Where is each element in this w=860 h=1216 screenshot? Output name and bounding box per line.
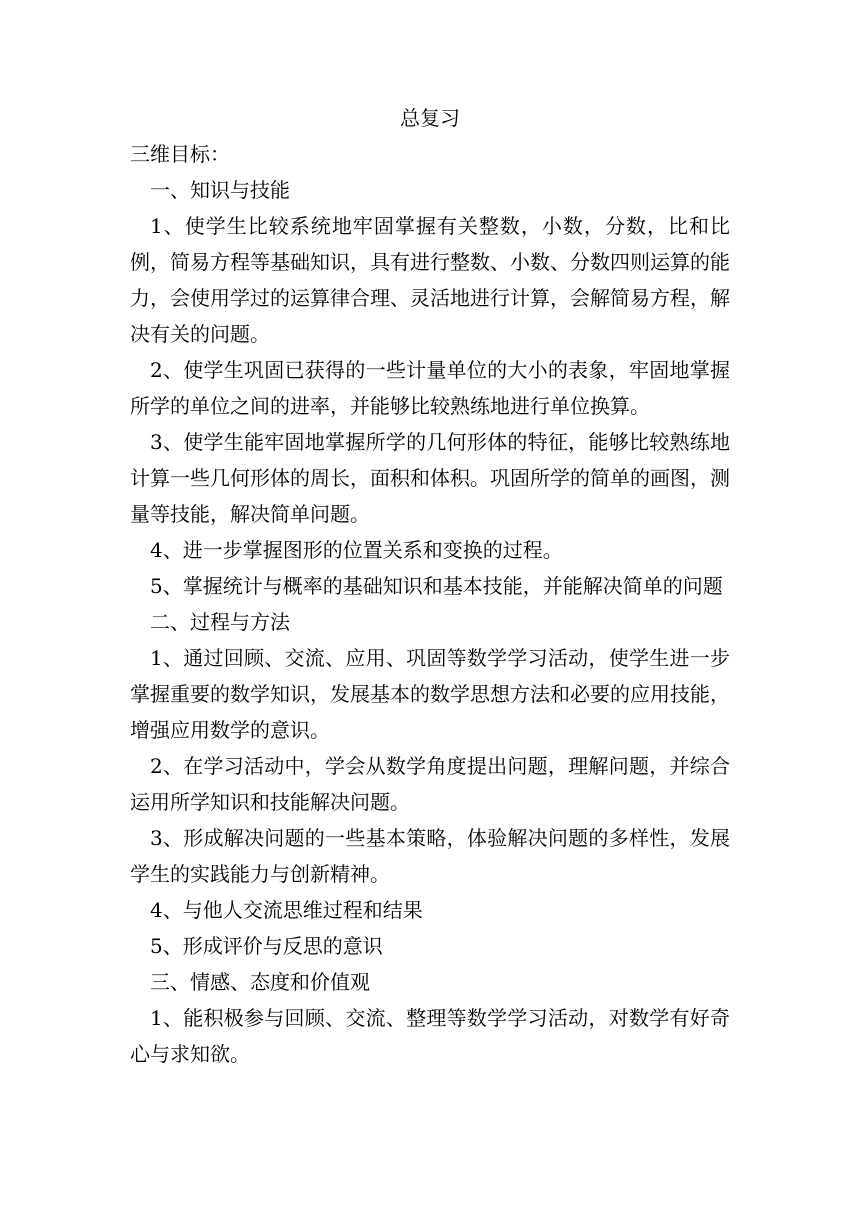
paragraph: 4、进一步掌握图形的位置关系和变换的过程。 xyxy=(150,538,563,562)
paragraph: 3、使学生能牢固地掌握所学的几何形体的特征，能够比较熟练地计算一些几何形体的周长，面积和体积。巩固所学的简单的画图，测量等技能，解决简单问题。 xyxy=(130,430,730,526)
section-emotion-attitude-values xyxy=(130,964,730,1072)
paragraph: 2、使学生巩固已获得的一些计量单位的大小的表象，牢固地掌握所学的单位之间的进率，并能够比较熟练地进行单位换算。 xyxy=(130,358,730,418)
section-knowledge-skills xyxy=(130,172,730,604)
section-heading: 三、情感、态度和价值观 xyxy=(150,970,370,994)
section-heading: 二、过程与方法 xyxy=(150,610,290,634)
paragraph: 4、与他人交流思维过程和结果 xyxy=(150,898,423,922)
paragraph: 1、能积极参与回顾、交流、整理等数学学习活动，对数学有好奇心与求知欲。 xyxy=(130,1006,730,1066)
section-heading: 一、知识与技能 xyxy=(150,178,290,202)
paragraph: 5、掌握统计与概率的基础知识和基本技能，并能解决简单的问题 xyxy=(150,574,723,598)
document-title: 总复习 xyxy=(400,106,460,130)
section-process-methods xyxy=(130,604,730,964)
goals-heading: 三维目标： xyxy=(130,142,230,166)
paragraph: 5、形成评价与反思的意识 xyxy=(150,934,383,958)
paragraph: 1、通过回顾、交流、应用、巩固等数学学习活动，使学生进一步掌握重要的数学知识，发展基本的数学思想方法和必要的应用技能，增强应用数学的意识。 xyxy=(130,646,730,742)
paragraph: 1、使学生比较系统地牢固掌握有关整数，小数，分数，比和比例，简易方程等基础知识，具有进行整数、小数、分数四则运算的能力，会使用学过的运算律合理、灵活地进行计算，会解简易方程，解决有关的问题。 xyxy=(130,214,730,346)
document-page xyxy=(130,100,730,1072)
paragraph: 2、在学习活动中，学会从数学角度提出问题，理解问题，并综合运用所学知识和技能解决问题。 xyxy=(130,754,730,814)
paragraph: 3、形成解决问题的一些基本策略，体验解决问题的多样性，发展学生的实践能力与创新精神。 xyxy=(130,826,730,886)
